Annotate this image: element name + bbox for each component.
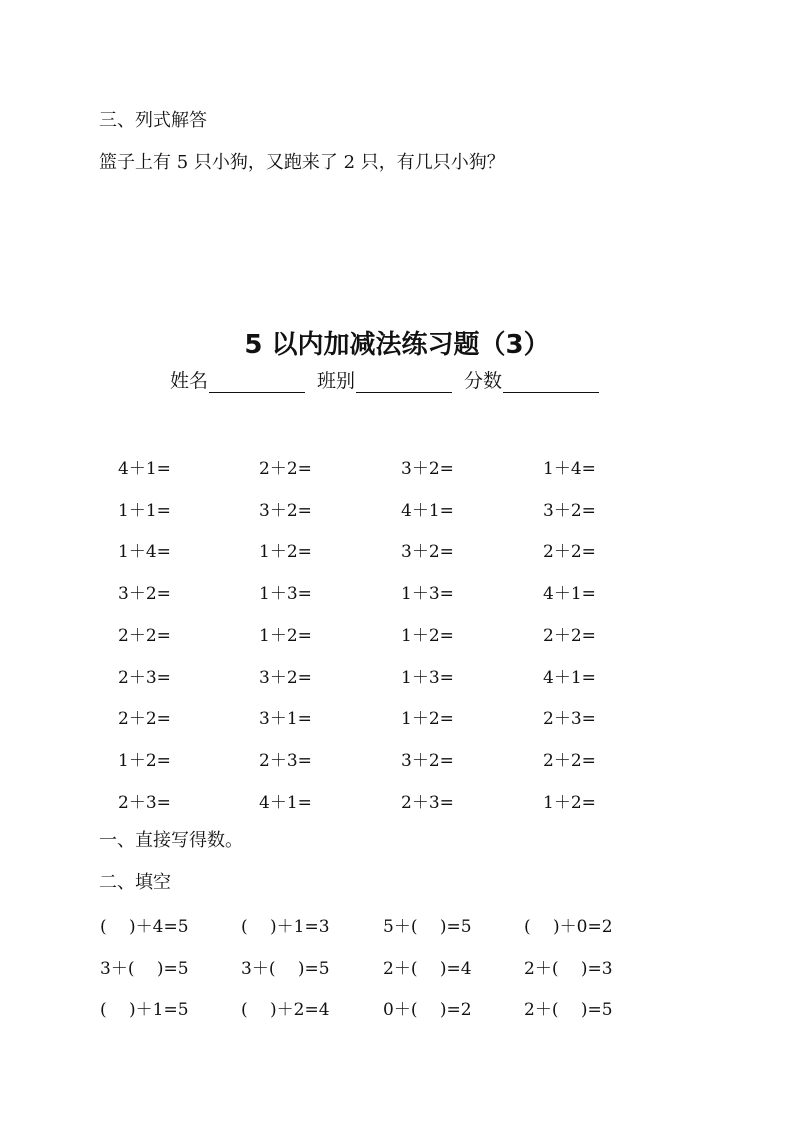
name-label: 姓名	[170, 370, 209, 392]
fill-in-problem[interactable]: 2＋( )=3	[524, 959, 613, 979]
fill-in-problem[interactable]: 5＋( )=5	[383, 917, 472, 937]
section1-heading: 一、直接写得数。	[99, 830, 243, 851]
calc-problem: 3＋2=	[259, 501, 312, 521]
class-field[interactable]	[317, 366, 452, 393]
calc-problem: 3＋2=	[401, 751, 454, 771]
calc-problem: 1＋3=	[259, 584, 312, 604]
calc-problem: 3＋2=	[401, 459, 454, 479]
calc-problem: 1＋2=	[543, 793, 596, 813]
calc-problem: 2＋3=	[401, 793, 454, 813]
fill-in-problem[interactable]: ( )＋2=4	[241, 1000, 330, 1020]
calc-problem: 3＋2=	[543, 501, 596, 521]
section3-heading: 三、列式解答	[99, 110, 207, 131]
calc-problem: 4＋1=	[259, 793, 312, 813]
calc-problem: 2＋2=	[543, 626, 596, 646]
calc-problem: 4＋1=	[543, 668, 596, 688]
score-blank[interactable]	[503, 370, 599, 393]
fill-in-problem[interactable]: ( )＋1=3	[241, 917, 330, 937]
calc-problem: 2＋3=	[118, 668, 171, 688]
calc-problem: 1＋2=	[118, 751, 171, 771]
name-blank[interactable]	[209, 370, 305, 393]
calc-problem: 3＋2=	[259, 668, 312, 688]
calc-problem: 4＋1=	[543, 584, 596, 604]
class-blank[interactable]	[356, 370, 452, 393]
fill-in-problem[interactable]: ( )＋0=2	[524, 917, 613, 937]
calc-problem: 4＋1=	[118, 459, 171, 479]
class-label: 班别	[317, 370, 356, 392]
word-problem: 篮子上有 5 只小狗，又跑来了 2 只，有几只小狗？	[99, 152, 505, 173]
calc-problem: 1＋3=	[401, 668, 454, 688]
section2-heading: 二、填空	[99, 872, 171, 893]
calc-problem: 2＋3=	[543, 709, 596, 729]
calc-problem: 3＋1=	[259, 709, 312, 729]
calc-problem: 2＋2=	[543, 542, 596, 562]
calc-problem: 2＋3=	[259, 751, 312, 771]
fill-in-problem[interactable]: 2＋( )=4	[383, 959, 472, 979]
worksheet-title: 5 以内加减法练习题（3）	[244, 330, 550, 360]
calc-problem: 1＋3=	[401, 584, 454, 604]
fill-in-problem[interactable]: ( )＋4=5	[100, 917, 189, 937]
calc-problem: 3＋2=	[401, 542, 454, 562]
calc-problem: 2＋2=	[118, 626, 171, 646]
calc-problem: 1＋4=	[543, 459, 596, 479]
calc-problem: 1＋2=	[259, 542, 312, 562]
name-field[interactable]	[170, 366, 305, 393]
fill-in-problem[interactable]: 0＋( )=2	[383, 1000, 472, 1020]
fill-in-problem[interactable]: 2＋( )=5	[524, 1000, 613, 1020]
calc-problem: 2＋3=	[118, 793, 171, 813]
calc-problem: 1＋2=	[401, 626, 454, 646]
fill-in-problem[interactable]: ( )＋1=5	[100, 1000, 189, 1020]
calc-problem: 3＋2=	[118, 584, 171, 604]
fill-in-problem[interactable]: 3＋( )=5	[241, 959, 330, 979]
calc-problem: 1＋1=	[118, 501, 171, 521]
fill-in-problem[interactable]: 3＋( )=5	[100, 959, 189, 979]
calc-problem: 2＋2=	[543, 751, 596, 771]
student-info-fields	[170, 366, 599, 393]
score-field[interactable]	[464, 366, 599, 393]
calc-problem: 1＋2=	[259, 626, 312, 646]
calc-problem: 2＋2=	[259, 459, 312, 479]
score-label: 分数	[464, 370, 503, 392]
calc-problem: 1＋2=	[401, 709, 454, 729]
calc-problem: 2＋2=	[118, 709, 171, 729]
calc-problem: 4＋1=	[401, 501, 454, 521]
calc-problem: 1＋4=	[118, 542, 171, 562]
